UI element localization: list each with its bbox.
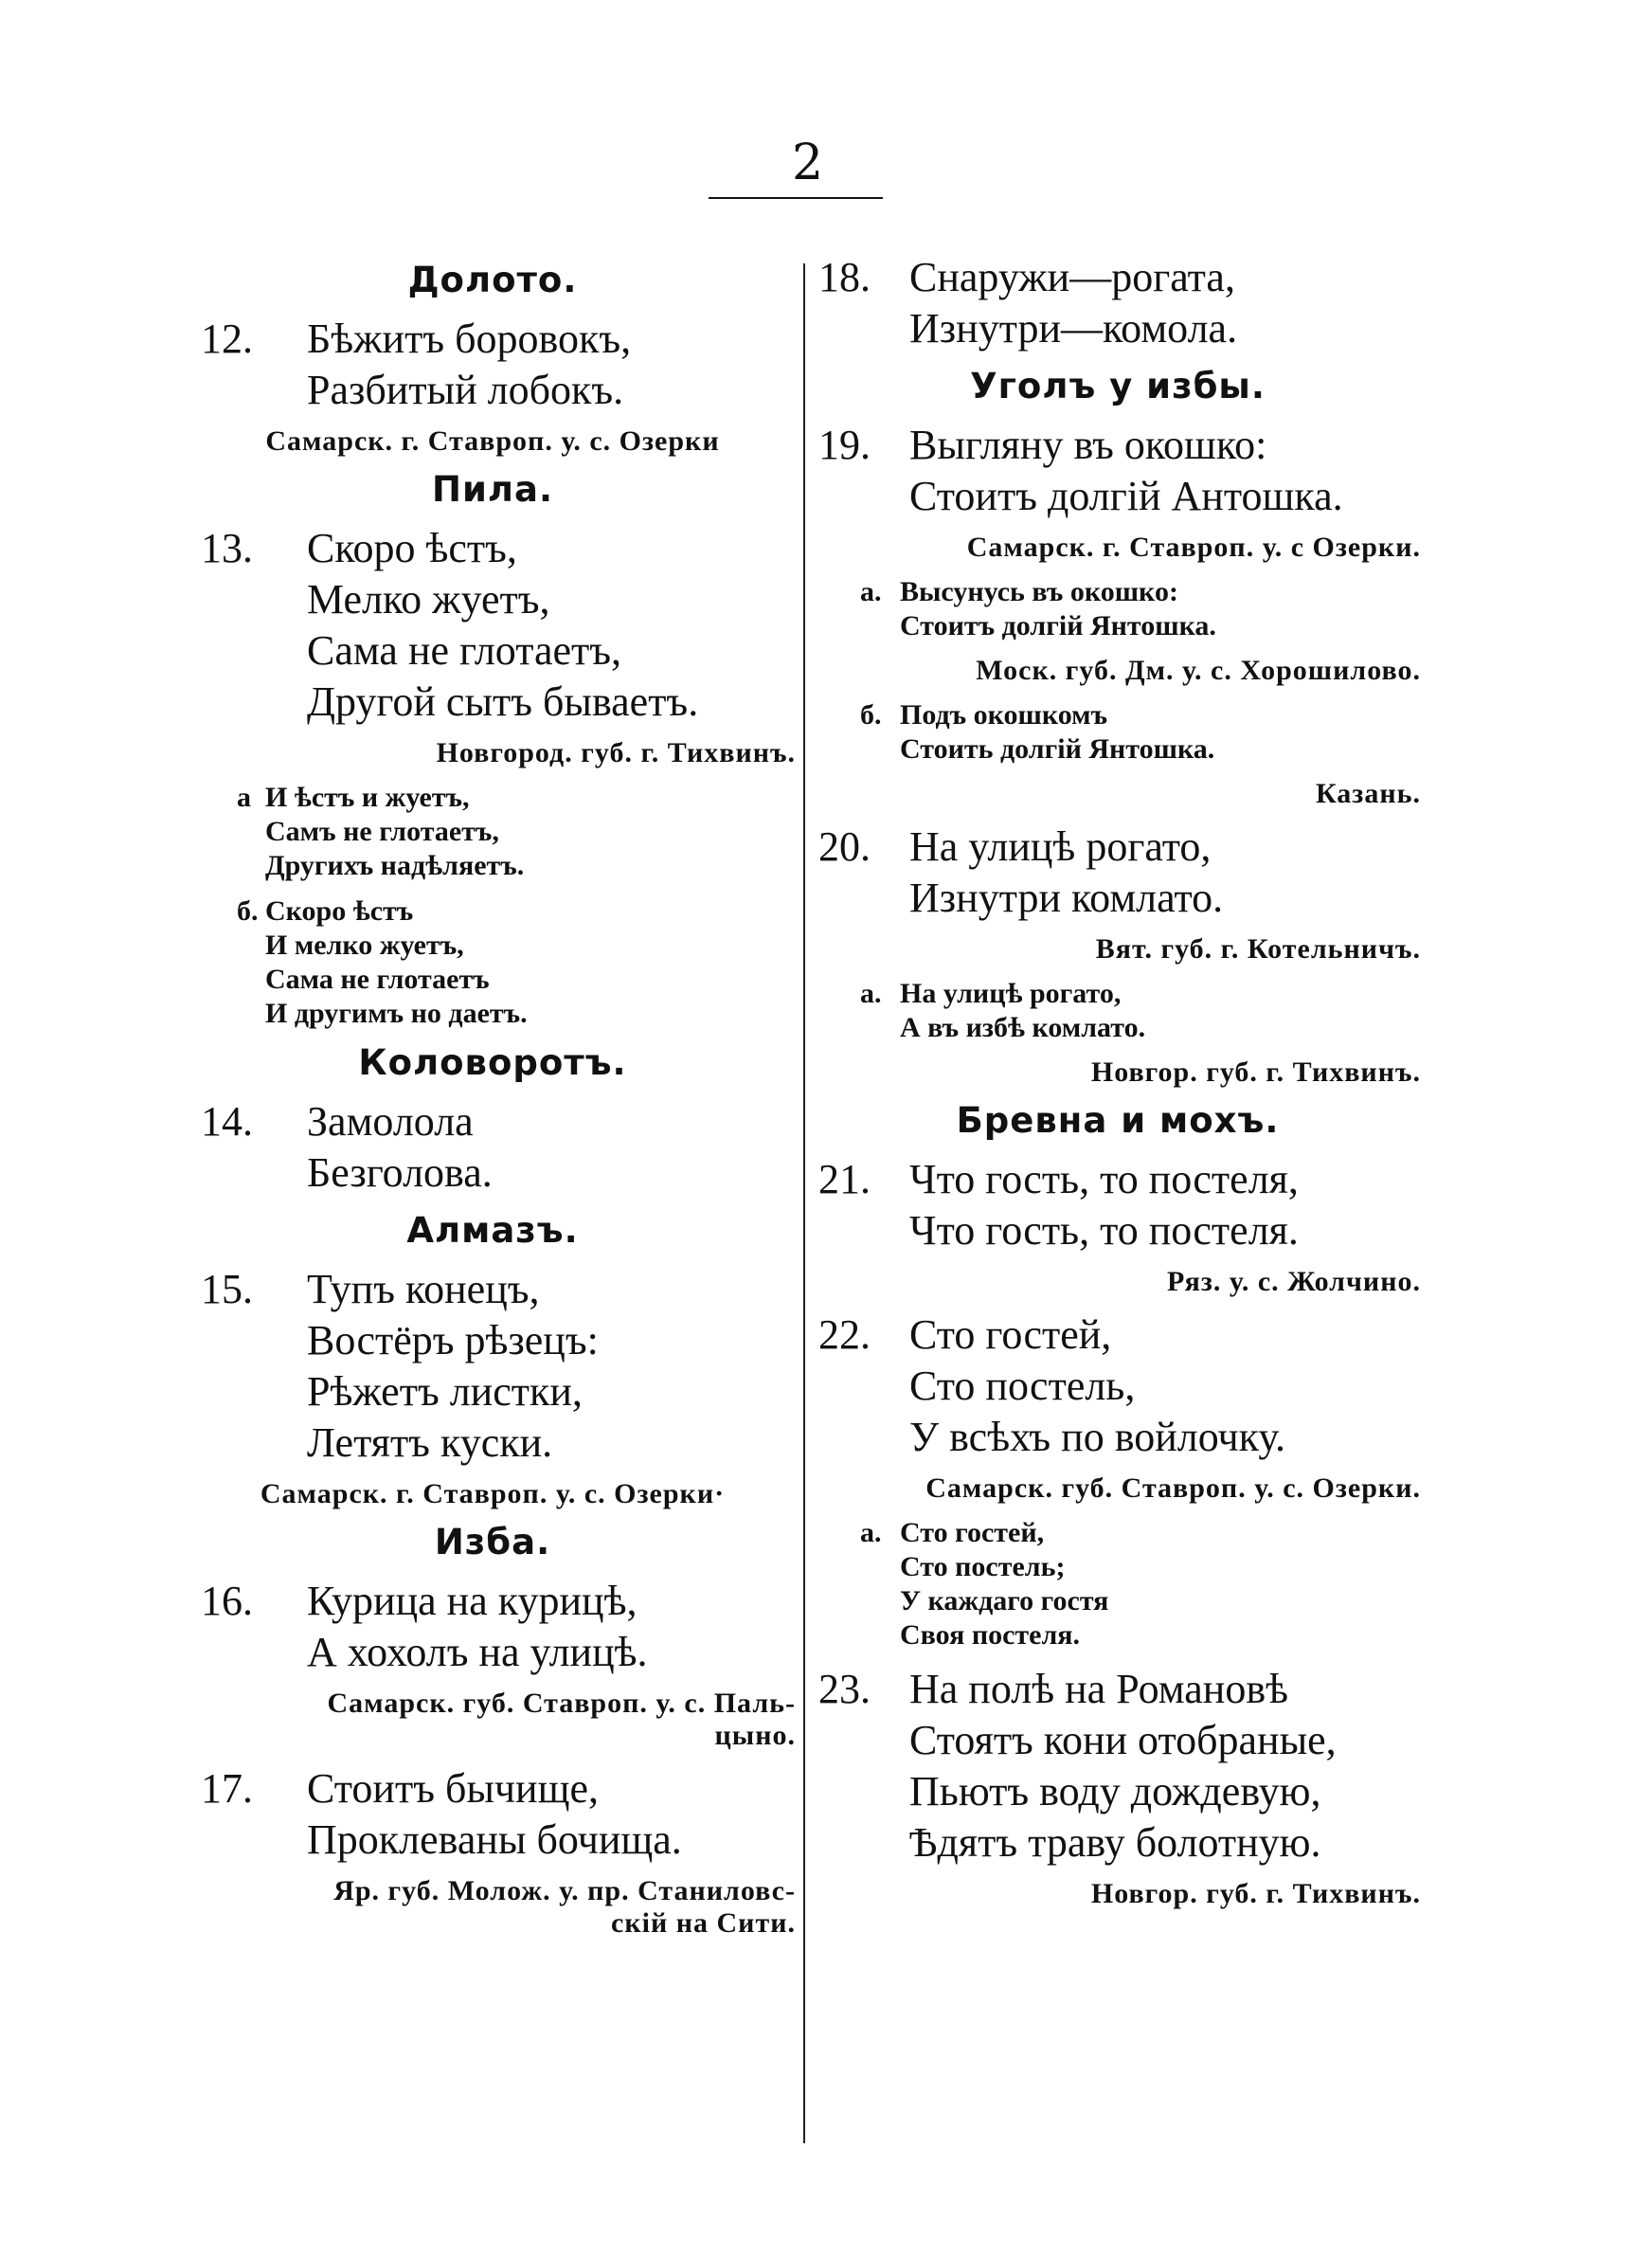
riddle-number: 20.: [818, 823, 871, 870]
source-note: Новгор. губ. г. Тихвинъ.: [1090, 1878, 1421, 1909]
riddle-line: Рѣжетъ листки,: [307, 1368, 583, 1415]
variant-line: И ѣстъ и жуетъ,: [265, 782, 470, 813]
riddle-number: 23.: [818, 1666, 871, 1712]
source-note: [189, 1688, 796, 1752]
source-line: цыно.: [714, 1720, 796, 1751]
riddle-number: 14.: [201, 1098, 253, 1145]
riddle-23: [815, 1664, 1421, 1869]
heading-pila: Пила.: [431, 469, 553, 510]
variant-line: Другихъ надѣляетъ.: [265, 850, 525, 881]
source-line: Яр. губ. Молож. у. пр. Станиловс-: [333, 1875, 796, 1906]
variant-line: Своя постеля.: [900, 1619, 1081, 1651]
riddle-line: Выгляну въ окошко:: [909, 422, 1267, 468]
variant-line: Сто постель;: [900, 1551, 1066, 1582]
page-number: 2: [792, 135, 824, 191]
riddle-line: Сто постель,: [909, 1363, 1136, 1409]
right-column: [815, 248, 1421, 1922]
heading-doloto: Долото.: [407, 260, 578, 300]
riddle-13: [189, 523, 796, 728]
riddle-20: [815, 822, 1421, 924]
heading-almaz: Алмазъ.: [406, 1210, 579, 1251]
variant-line: А въ избѣ комлато.: [900, 1012, 1146, 1043]
variant-13a: [189, 781, 796, 883]
column-divider: [803, 263, 805, 2143]
riddle-12: [189, 314, 796, 416]
variant-20a: [815, 977, 1421, 1045]
heading-ugol: Уголъ у избы.: [970, 366, 1266, 406]
riddle-14: [189, 1096, 796, 1199]
variant-line: И другимъ но даетъ.: [265, 998, 528, 1029]
riddle-line: Бѣжитъ боровокъ,: [307, 316, 632, 362]
riddle-line: Изнутри—комола.: [909, 305, 1238, 352]
heading-kolovorot: Коловоротъ.: [358, 1042, 627, 1083]
riddle-line: Замолола: [307, 1098, 474, 1145]
riddle-line: На улицѣ рогато,: [909, 823, 1212, 870]
riddle-line: Пьютъ воду дождевую,: [909, 1768, 1321, 1815]
variant-line: Сама не глотаетъ: [265, 964, 490, 995]
header-rule: [709, 197, 883, 199]
left-column: [189, 248, 796, 1951]
source-note: Самарск. губ. Ставроп. у. с. Озерки.: [925, 1472, 1421, 1504]
variant-line: Стоить долгій Янтошка.: [900, 733, 1215, 765]
riddle-15: [189, 1264, 796, 1469]
variant-label: а: [237, 782, 251, 813]
variant-line: Высунусь въ окошко:: [900, 576, 1178, 607]
source-note: Новгор. губ. г. Тихвинъ.: [1090, 1056, 1421, 1088]
riddle-line: Другой сытъ бываетъ.: [307, 678, 699, 725]
source-line: Самарск. губ. Ставроп. у. с. Паль-: [327, 1688, 796, 1719]
riddle-16: [189, 1576, 796, 1678]
source-note: Казань.: [1315, 778, 1421, 809]
riddle-line: Стоятъ кони отобраные,: [909, 1717, 1337, 1763]
riddle-line: Тупъ конецъ,: [307, 1266, 540, 1312]
riddle-number: 22.: [818, 1311, 871, 1358]
riddle-line: А хохолъ на улицѣ.: [307, 1629, 648, 1675]
variant-line: Сто гостей,: [900, 1517, 1045, 1548]
riddle-line: Летятъ куски.: [307, 1419, 553, 1466]
riddle-number: 13.: [201, 525, 253, 571]
variant-22a: [815, 1516, 1421, 1652]
riddle-number: 21.: [818, 1156, 871, 1202]
riddle-number: 12.: [201, 316, 253, 362]
variant-label: б.: [237, 895, 259, 927]
riddle-line: Скоро ѣстъ,: [307, 525, 517, 571]
variant-19b: [815, 698, 1421, 767]
riddle-line: Безголова.: [307, 1149, 493, 1196]
riddle-line: Сто гостей,: [909, 1311, 1112, 1358]
riddle-line: Стоитъ бычище,: [307, 1765, 599, 1812]
riddle-number: 18.: [818, 254, 871, 300]
riddle-17: [189, 1763, 796, 1866]
riddle-line: Ѣдятъ траву болотную.: [909, 1819, 1321, 1866]
source-note: Самарск. г. Ставроп. у. с Озерки.: [966, 532, 1421, 563]
riddle-line: Проклеваны бочища.: [307, 1816, 682, 1863]
variant-13b: [189, 894, 796, 1031]
riddle-line: Курица на курицѣ,: [307, 1578, 637, 1624]
riddle-line: Востёръ рѣзецъ:: [307, 1317, 599, 1363]
riddle-number: 16.: [201, 1578, 253, 1624]
riddle-19: [815, 420, 1421, 522]
heading-izba: Изба.: [434, 1522, 551, 1562]
riddle-line: Изнутри комлато.: [909, 875, 1224, 921]
source-note: Самарск. г. Ставроп. у. с. Озерки: [265, 425, 720, 457]
variant-line: И мелко жуетъ,: [265, 930, 464, 961]
source-note: Вят. губ. г. Котельничъ.: [1095, 933, 1421, 965]
source-note: [189, 1875, 796, 1940]
variant-label: а.: [860, 978, 882, 1009]
riddle-number: 19.: [818, 422, 871, 468]
riddle-line: На полѣ на Романовѣ: [909, 1666, 1289, 1712]
variant-line: Скоро ѣстъ: [265, 895, 414, 927]
variant-label: б.: [860, 699, 882, 731]
heading-brevna: Бревна и мохъ.: [956, 1100, 1280, 1141]
variant-19a: [815, 575, 1421, 643]
source-line: скій на Сити.: [611, 1907, 796, 1939]
riddle-line: Что гость, то постеля.: [909, 1207, 1299, 1254]
source-note: Новгород. губ. г. Тихвинъ.: [436, 737, 796, 768]
variant-label: а.: [860, 576, 882, 607]
riddle-line: Снаружи—рогата,: [909, 254, 1235, 300]
riddle-number: 15.: [201, 1266, 253, 1312]
riddle-line: Мелко жуетъ,: [307, 576, 550, 623]
riddle-line: Сама не глотаетъ,: [307, 627, 622, 674]
variant-label: а.: [860, 1517, 882, 1548]
source-note: Самарск. г. Ставроп. у. с. Озерки·: [260, 1478, 726, 1509]
riddle-21: [815, 1154, 1421, 1256]
variant-line: Стоитъ долгій Янтошка.: [900, 610, 1216, 641]
source-note: Ряз. у. с. Жолчино.: [1167, 1266, 1421, 1297]
riddle-line: Стоитъ долгій Антошка.: [909, 473, 1343, 519]
variant-line: На улицѣ рогато,: [900, 978, 1122, 1009]
riddle-number: 17.: [201, 1765, 253, 1812]
variant-line: Подъ окошкомъ: [900, 699, 1108, 731]
variant-line: У каждаго гостя: [900, 1585, 1109, 1616]
source-note: Моск. губ. Дм. у. с. Хорошилово.: [976, 655, 1421, 686]
riddle-line: Разбитый лобокъ.: [307, 367, 624, 413]
riddle-22: [815, 1309, 1421, 1463]
riddle-line: Что гость, то постеля,: [909, 1156, 1299, 1202]
variant-line: Самъ не глотаетъ,: [265, 816, 499, 847]
riddle-18: [815, 252, 1421, 354]
riddle-line: У всѣхъ по войлочку.: [909, 1414, 1286, 1460]
